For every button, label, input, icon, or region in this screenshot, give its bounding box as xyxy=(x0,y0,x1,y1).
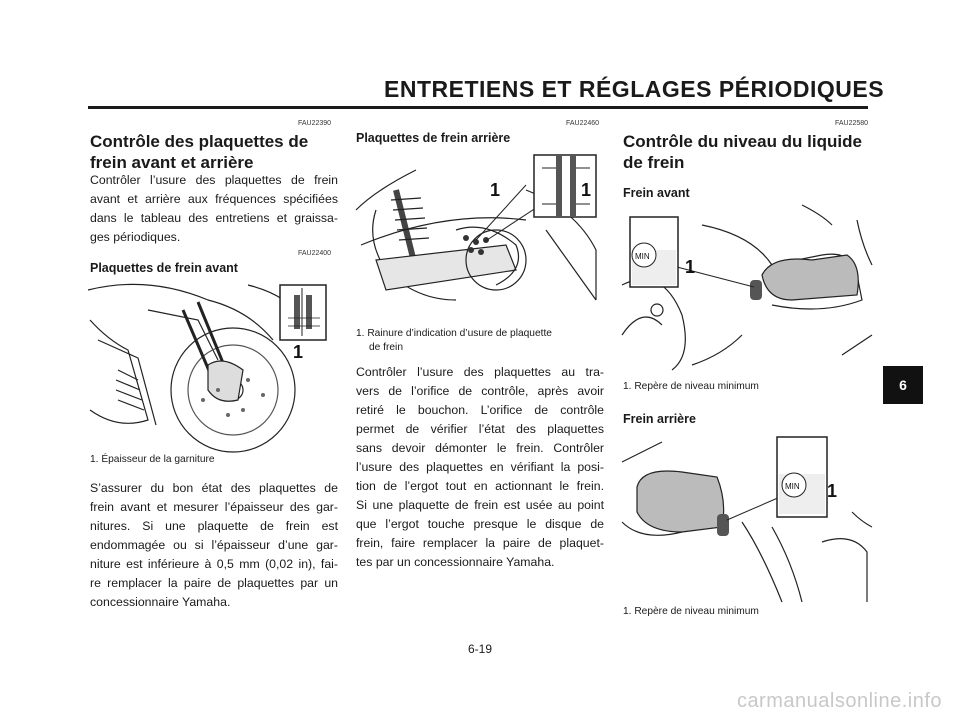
min-mark: MIN xyxy=(635,252,650,261)
figure-caption: 1. Épaisseur de la garniture xyxy=(90,454,215,465)
rear-brake-paragraph xyxy=(356,363,604,572)
ref-code: FAU22460 xyxy=(566,120,600,127)
text-line: permet de vérifier l’état des plaquettes xyxy=(356,422,604,436)
text-line: l’usure des plaquettes en vérifiant la posi- xyxy=(356,460,604,474)
text-line: que l’ergot touche presque le disque de xyxy=(356,517,604,531)
text-line: sans devoir démonter le frein. Contrôler xyxy=(356,441,604,455)
text-line: endommagée ou si l’épaisseur d’une gar- xyxy=(90,538,338,552)
text-line: ges périodiques. xyxy=(90,230,181,244)
subsection-title: Frein arrière xyxy=(623,412,696,426)
front-reservoir-figure xyxy=(622,205,872,375)
figure-caption xyxy=(356,327,552,355)
chapter-tab: 6 xyxy=(883,366,923,404)
text-line: Contrôler l’usure des plaquettes de frein xyxy=(90,173,338,187)
header-rule xyxy=(88,106,868,109)
subsection-title: Frein avant xyxy=(623,186,690,200)
caption-line: 1. Rainure d’indication d’usure de plaquette xyxy=(356,328,552,339)
callout-number: 1 xyxy=(685,257,696,277)
rear-reservoir-figure xyxy=(622,432,872,602)
ref-code: FAU22580 xyxy=(835,120,869,127)
section-title-line: Contrôle des plaquettes de xyxy=(90,132,309,151)
text-line: retiré le bouchon. L’orifice de contrôle xyxy=(356,403,604,417)
text-line: tion de l’ergot tout en actionnant le frein. xyxy=(356,479,604,493)
text-line: concessionnaire Yamaha. xyxy=(90,595,231,609)
text-line: tes par un concessionnaire Yamaha. xyxy=(356,555,555,569)
page-number: 6-19 xyxy=(467,642,493,656)
figure-caption: 1. Repère de niveau minimum xyxy=(623,381,759,392)
callout-number: 1 xyxy=(827,481,838,501)
min-mark: MIN xyxy=(785,482,800,491)
subsection-title: Plaquettes de frein arrière xyxy=(356,131,511,145)
text-line: vers de l’orifice de contrôle, après avoir xyxy=(356,384,604,398)
callout-number: 1 xyxy=(581,180,592,200)
text-line: re remplacer la paire de plaquettes par un xyxy=(90,576,338,590)
watermark: carmanualsonline.info xyxy=(736,690,942,712)
text-line: dans le tableau des entretiens et graissa- xyxy=(90,211,338,225)
section-title xyxy=(90,131,308,173)
text-line: nitures. Si une plaquette de frein est xyxy=(90,519,338,533)
callout-number: 1 xyxy=(490,180,501,200)
figure-caption: 1. Repère de niveau minimum xyxy=(623,606,759,617)
text-line: Contrôler l’usure des plaquettes au tra- xyxy=(356,365,604,379)
section-title-line: frein avant et arrière xyxy=(90,153,254,172)
chapter-title: ENTRETIENS ET RÉGLAGES PÉRIODIQUES xyxy=(384,76,885,102)
section-title-line: Contrôle du niveau du liquide xyxy=(623,132,862,151)
rear-brake-figure xyxy=(356,150,606,320)
caption-line: de frein xyxy=(369,342,403,353)
front-brake-paragraph xyxy=(90,479,338,612)
text-line: Si une plaquette de frein est usée au point xyxy=(356,498,604,512)
text-line: S’assurer du bon état des plaquettes de xyxy=(90,481,338,495)
section-title xyxy=(623,131,862,173)
front-brake-figure xyxy=(88,280,338,445)
subsection-title: Plaquettes de frein avant xyxy=(90,261,238,275)
text-line: frein avant et mesurer l’épaisseur des gar- xyxy=(90,500,338,514)
ref-code: FAU22400 xyxy=(298,250,332,257)
text-line: niture est inférieure à 0,5 mm (0,02 in), fai- xyxy=(90,557,338,571)
callout-number: 1 xyxy=(293,342,304,362)
ref-code: FAU22390 xyxy=(298,120,332,127)
text-line: frein, faire remplacer la paire de plaquet- xyxy=(356,536,604,550)
intro-paragraph xyxy=(90,171,338,247)
section-title-line: de frein xyxy=(623,153,685,172)
text-line: avant et arrière aux fréquences spécifiées xyxy=(90,192,338,206)
